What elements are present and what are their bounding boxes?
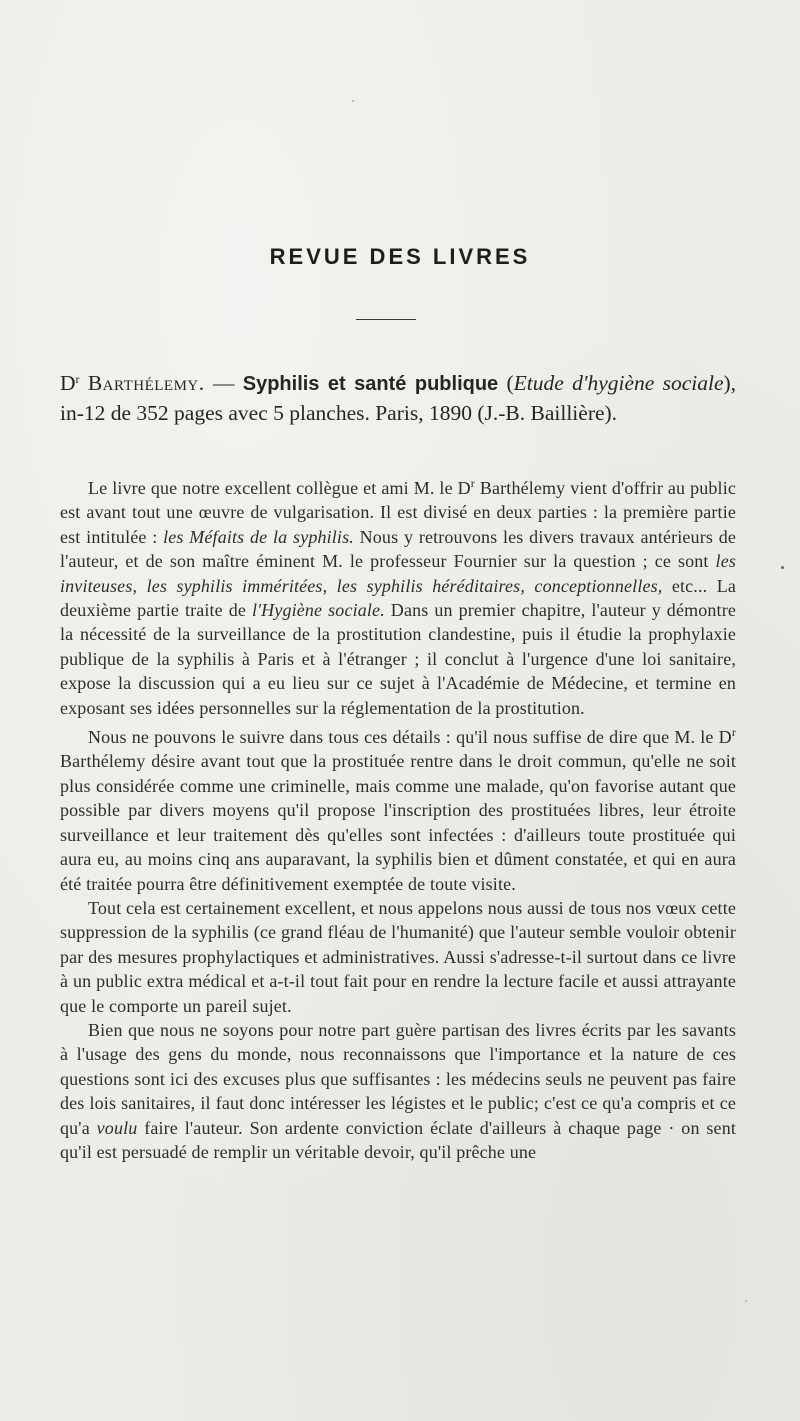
p2-text-a: Nous ne pouvons le suivre dans tous ces détails : qu'il nous suffise de dire que M. le D	[88, 727, 732, 748]
p1-italic-2: les inviteuses, les syphilis imméritées, les syphilis héréditaires, conceptionnelles,	[60, 551, 736, 596]
p4-text-b: faire l'auteur. Son ardente conviction éclate d'ailleurs à chaque page · on sent qu'il est persuadé de remplir un véritable devoir, qu'il prêche une	[60, 1117, 737, 1162]
book-subtitle: Etude d'hygiène sociale	[513, 371, 724, 395]
author-sup: r	[75, 372, 80, 386]
paragraph-3: Tout cela est certainement excellent, et nous appelons nous aussi de tous nos vœux cette suppression de la syphilis (ce grand fléau de l'humanité) que l'auteur semble vouloir obtenir par des mesures prophylactiques et administratives. Aussi s'adresse-t-il surtout dans ce livre à un public extra médical et a-t-il tout fait pour en rendre la lecture facile et aussi attrayante que le comporte un pareil sujet.	[60, 897, 736, 1016]
p1-text-a: Le livre que notre excellent collègue et ami M. le D	[88, 478, 471, 498]
p4-italic: voulu	[96, 1117, 138, 1138]
paragraph-2	[60, 720, 736, 896]
author-prefix: D	[60, 371, 76, 395]
p1-sup: r	[470, 476, 475, 490]
book-details: ), in-12 de 352 pages avec 5 planches. Paris, 1890 (J.-B. Baillière).	[60, 371, 737, 425]
p2-sup: r	[731, 725, 736, 740]
subtitle-open: (	[506, 371, 514, 395]
paper-speck	[745, 1300, 747, 1302]
p1-italic-1: les Méfaits de la syphilis.	[163, 526, 354, 547]
p1-text-d: etc... La deuxième partie traite de	[60, 575, 736, 621]
p1-text-c: Nous y retrouvons les divers travaux antérieurs de l'auteur, et de son maître éminent M. le professeur Fournier sur la question ; ce sont	[60, 526, 736, 572]
paragraph-4	[60, 1018, 736, 1164]
paper-speck	[781, 566, 784, 569]
p2-text-b: Barthélemy désire avant tout que la prostituée rentre dans le droit commun, qu'elle ne soit plus considérée comme une criminelle, mais comme une malade, qu'on favorise autant que possible par divers moyens qu'il propose l'inscription des prostituées libres, leur étroite surveillance et leur traitement dès qu'elles sont infectées : d'ailleurs toute prostituée qui aura eu, au moins cinq ans auparavant, la syphilis bien et dûment constatée, et qui en aura été traitée pourra être définitivement exemptée de toute visite.	[60, 751, 736, 894]
paper-speck	[352, 100, 354, 102]
p1-text-e: Dans un premier chapitre, l'auteur y démontre la nécessité de la surveillance de la prostitution clandestine, puis il étudie la prophylaxie publique de la syphilis à Paris et à l'étranger ; il conclut à l'urgence d'une loi sanitaire, expose la discussion qui a eu lieu sur ce sujet à l'Académie de Médecine, et termine en exposant ses idées personnelles sur la réglementation de la prostitution.	[60, 600, 736, 718]
author-name: Barthélemy.	[87, 371, 205, 395]
p1-italic-3: l'Hygiène sociale.	[252, 600, 385, 621]
section-divider	[356, 319, 416, 320]
paragraph-1	[60, 471, 736, 720]
review-body	[60, 471, 736, 1164]
review-citation	[60, 365, 736, 428]
p1-text-b: Barthélemy vient d'offrir au public est avant tout une œuvre de vulgarisation. Il est divisé en deux parties : la première partie est intitulée :	[60, 478, 736, 547]
p4-text-a: Bien que nous ne soyons pour notre part guère partisan des livres écrits par les savants à l'usage des gens du monde, nous reconnaissons que l'importance et la nature de ces questions sont ici des excuses plus que suffisantes : les médecins seuls ne peuvent pas faire des lois sanitaires, il faut donc intéresser les légistes et le public; c'est ce qu'a compris et ce qu'a	[60, 1019, 736, 1138]
citation-dash: —	[212, 371, 235, 395]
book-title: Syphilis et santé publique	[242, 373, 499, 395]
section-title: REVUE DES LIVRES	[269, 244, 531, 269]
